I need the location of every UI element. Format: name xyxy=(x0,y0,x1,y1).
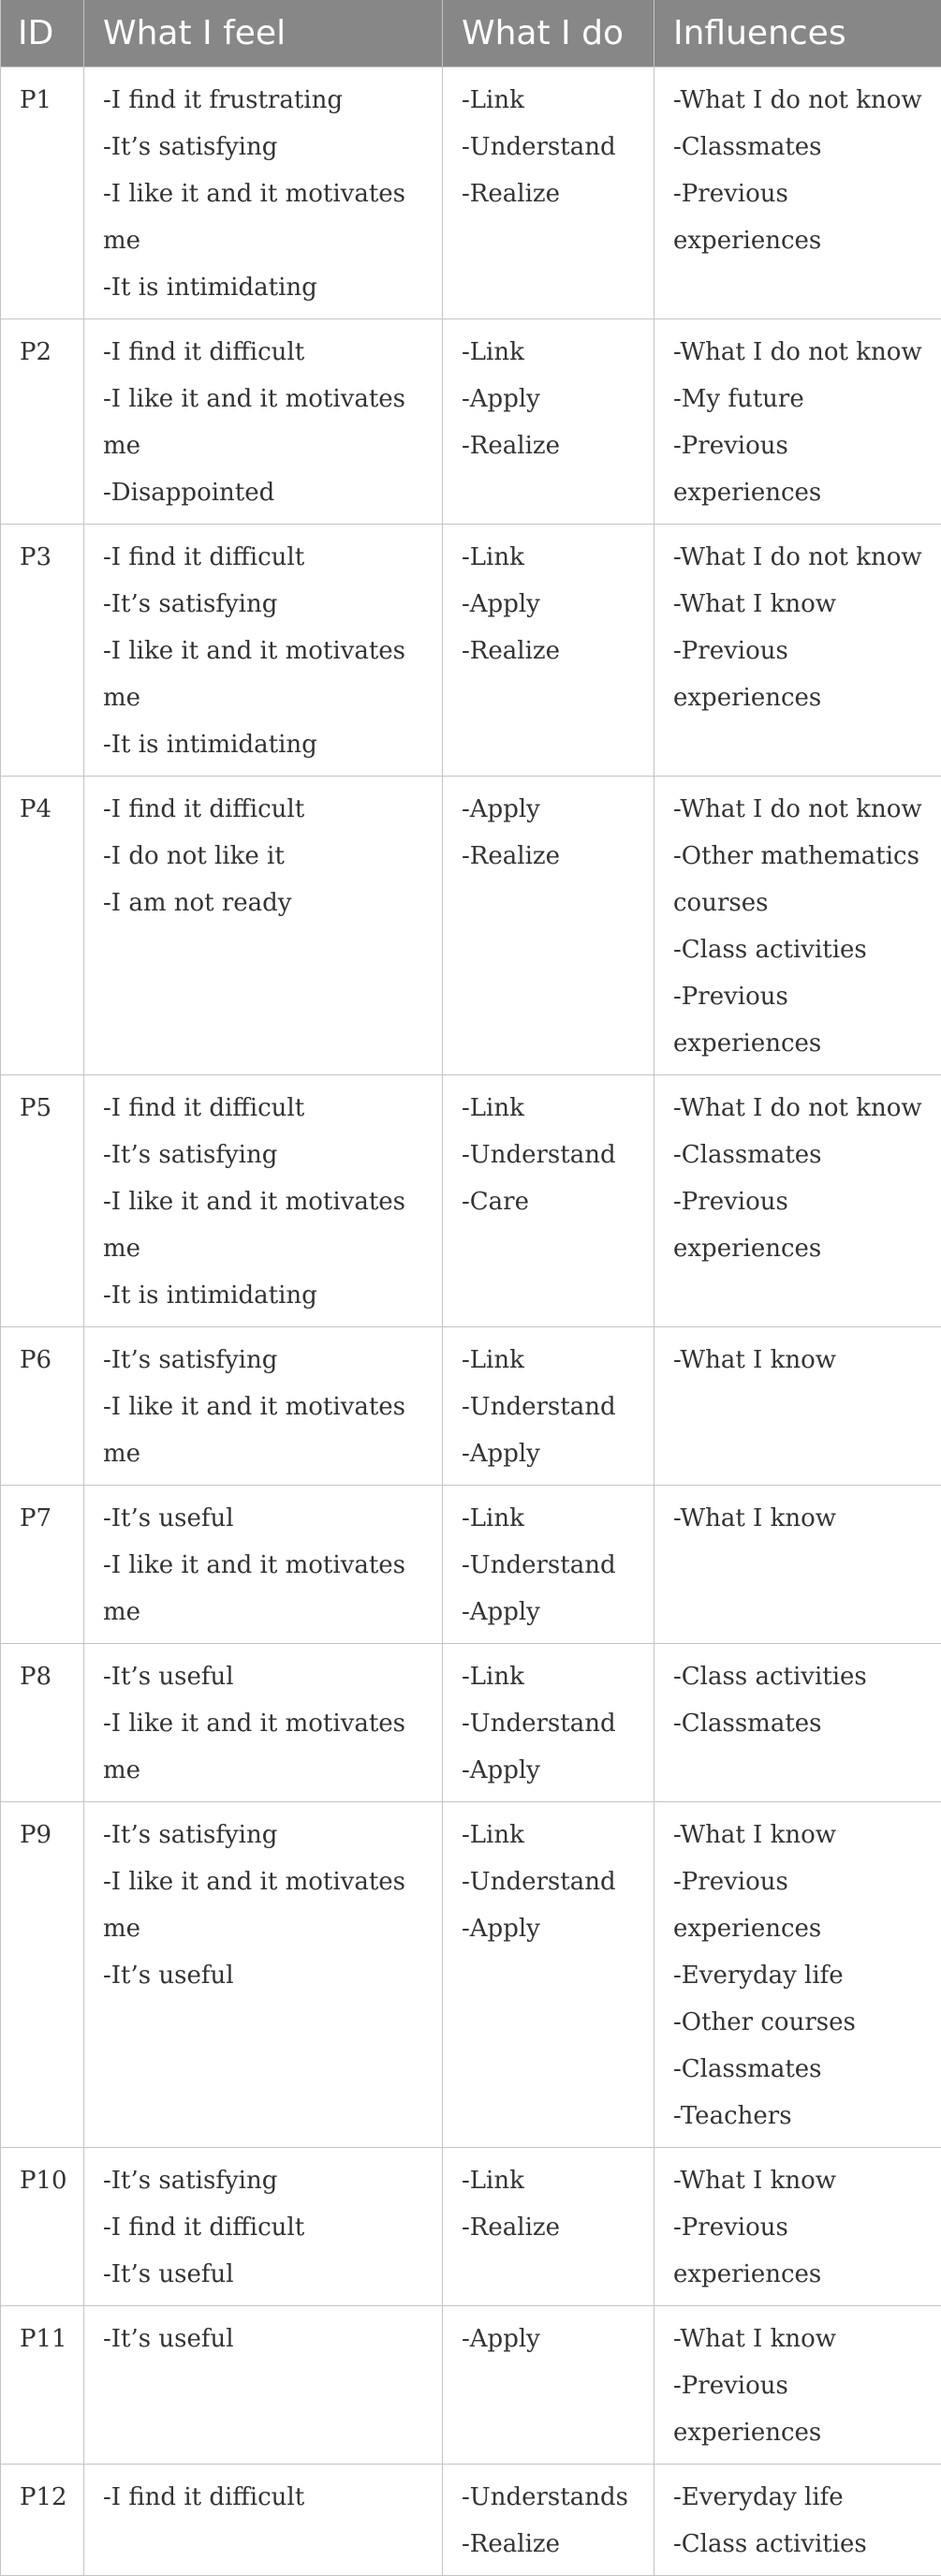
header-what-i-do: What I do xyxy=(443,0,654,67)
table-row xyxy=(1,1802,941,2148)
do-item: -Realize xyxy=(462,170,646,217)
row-do-cell xyxy=(443,525,654,777)
row-feel-cell xyxy=(84,1486,443,1644)
row-influences-cell xyxy=(654,525,941,777)
do-item: -Understand xyxy=(462,1542,646,1589)
feel-item: -It’s useful xyxy=(103,2316,434,2362)
feel-item: -It’s useful xyxy=(103,1495,434,1542)
influence-item: -Previous experiences xyxy=(673,1858,934,1952)
table-row xyxy=(1,1486,941,1644)
influence-item: -What I know xyxy=(673,1337,934,1384)
feel-item: -I like it and it motivates me xyxy=(103,1178,434,1272)
row-influences-cell xyxy=(654,2148,941,2306)
influence-item: -What I know xyxy=(673,2157,934,2204)
table-row xyxy=(1,2465,941,2576)
feel-item: -I like it and it motivates me xyxy=(103,628,434,721)
do-item: -Understand xyxy=(462,1132,646,1178)
feel-item: -Disappointed xyxy=(103,469,434,516)
influence-item: -What I do not know xyxy=(673,329,934,376)
feel-item: -I do not like it xyxy=(103,833,434,880)
do-item: -Understand xyxy=(462,124,646,170)
header-id: ID xyxy=(1,0,84,67)
do-item: -Link xyxy=(462,1812,646,1858)
row-do-cell xyxy=(443,2148,654,2306)
feel-item: -I like it and it motivates me xyxy=(103,170,434,264)
row-do-cell xyxy=(443,1486,654,1644)
feel-item: -It’s useful xyxy=(103,2251,434,2298)
row-feel-cell xyxy=(84,1327,443,1486)
feel-item: -I find it difficult xyxy=(103,1085,434,1132)
row-id: P6 xyxy=(20,1337,76,1384)
do-item: -Realize xyxy=(462,2204,646,2251)
row-do-cell xyxy=(443,319,654,525)
table-body xyxy=(1,67,941,2576)
table-row xyxy=(1,1327,941,1486)
feel-item: -I like it and it motivates me xyxy=(103,1858,434,1952)
header-influences: Influences xyxy=(654,0,941,67)
row-do-cell xyxy=(443,2306,654,2465)
influence-item: -What I know xyxy=(673,1495,934,1542)
influence-item: -Previous experiences xyxy=(673,170,934,264)
feel-item: -It’s satisfying xyxy=(103,1812,434,1858)
influence-item: -Previous experiences xyxy=(673,2204,934,2298)
row-do-cell xyxy=(443,1802,654,2148)
influence-item: -Class activities xyxy=(673,1653,934,1700)
influence-item: -My future xyxy=(673,376,934,422)
feel-item: -I like it and it motivates me xyxy=(103,376,434,469)
row-do-cell xyxy=(443,777,654,1075)
row-id: P4 xyxy=(20,786,76,833)
feel-item: -I find it difficult xyxy=(103,329,434,376)
influence-item: -Classmates xyxy=(673,1700,934,1747)
influence-item: -What I do not know xyxy=(673,1085,934,1132)
row-feel-cell xyxy=(84,2465,443,2576)
row-id-cell xyxy=(1,777,84,1075)
table-row xyxy=(1,319,941,525)
table-row xyxy=(1,525,941,777)
feel-item: -I like it and it motivates me xyxy=(103,1542,434,1636)
table-row xyxy=(1,1075,941,1327)
row-id-cell xyxy=(1,525,84,777)
influence-item: -Previous experiences xyxy=(673,422,934,516)
influence-item: -Previous experiences xyxy=(673,1178,934,1272)
row-influences-cell xyxy=(654,777,941,1075)
row-id-cell xyxy=(1,1486,84,1644)
feel-item: -It’s useful xyxy=(103,1653,434,1700)
row-feel-cell xyxy=(84,1075,443,1327)
do-item: -Link xyxy=(462,534,646,581)
do-item: -Care xyxy=(462,1178,646,1225)
row-do-cell xyxy=(443,1327,654,1486)
row-feel-cell xyxy=(84,1802,443,2148)
row-feel-cell xyxy=(84,2306,443,2465)
feel-item: -It is intimidating xyxy=(103,264,434,311)
row-feel-cell xyxy=(84,1644,443,1802)
do-item: -Apply xyxy=(462,2316,646,2362)
influence-item: -What I do not know xyxy=(673,77,934,124)
feel-item: -It’s satisfying xyxy=(103,1132,434,1178)
row-feel-cell xyxy=(84,2148,443,2306)
feel-item: -I find it difficult xyxy=(103,2204,434,2251)
row-id: P1 xyxy=(20,77,76,124)
do-item: -Apply xyxy=(462,581,646,628)
row-influences-cell xyxy=(654,1075,941,1327)
row-id-cell xyxy=(1,1075,84,1327)
row-id-cell xyxy=(1,319,84,525)
table-row xyxy=(1,777,941,1075)
feel-item: -It’s satisfying xyxy=(103,581,434,628)
row-influences-cell xyxy=(654,67,941,319)
feel-item: -It’s satisfying xyxy=(103,2157,434,2204)
table-row xyxy=(1,2306,941,2465)
row-do-cell xyxy=(443,67,654,319)
do-item: -Apply xyxy=(462,376,646,422)
row-feel-cell xyxy=(84,525,443,777)
row-influences-cell xyxy=(654,319,941,525)
table-row xyxy=(1,2148,941,2306)
do-item: -Understand xyxy=(462,1384,646,1430)
influence-item: -Class activities xyxy=(673,2521,934,2568)
feel-item: -I find it difficult xyxy=(103,2474,434,2521)
do-item: -Understands xyxy=(462,2474,646,2521)
row-do-cell xyxy=(443,2465,654,2576)
influence-item: -What I know xyxy=(673,2316,934,2362)
do-item: -Realize xyxy=(462,422,646,469)
influence-item: -What I do not know xyxy=(673,786,934,833)
influence-item: -Previous experiences xyxy=(673,2362,934,2456)
influence-item: -Other courses xyxy=(673,1999,934,2046)
row-id-cell xyxy=(1,67,84,319)
row-id-cell xyxy=(1,2306,84,2465)
row-id: P7 xyxy=(20,1495,76,1542)
do-item: -Realize xyxy=(462,833,646,880)
row-influences-cell xyxy=(654,1486,941,1644)
feel-item: -I find it difficult xyxy=(103,534,434,581)
do-item: -Apply xyxy=(462,1905,646,1952)
feel-item: -It’s satisfying xyxy=(103,1337,434,1384)
influence-item: -What I do not know xyxy=(673,534,934,581)
influence-item: -Classmates xyxy=(673,2046,934,2093)
feel-item: -I find it frustrating xyxy=(103,77,434,124)
feel-item: -I find it difficult xyxy=(103,786,434,833)
do-item: -Apply xyxy=(462,1430,646,1477)
feel-item: -It’s satisfying xyxy=(103,124,434,170)
do-item: -Link xyxy=(462,1085,646,1132)
influence-item: -Previous experiences xyxy=(673,973,934,1067)
row-id-cell xyxy=(1,1644,84,1802)
header-row xyxy=(1,0,941,67)
do-item: -Realize xyxy=(462,628,646,674)
row-id: P9 xyxy=(20,1812,76,1858)
do-item: -Understand xyxy=(462,1858,646,1905)
row-id: P2 xyxy=(20,329,76,376)
row-do-cell xyxy=(443,1075,654,1327)
feel-item: -It is intimidating xyxy=(103,721,434,768)
influence-item: -Classmates xyxy=(673,124,934,170)
row-influences-cell xyxy=(654,2306,941,2465)
influence-item: -What I know xyxy=(673,581,934,628)
row-id: P11 xyxy=(20,2316,76,2362)
row-influences-cell xyxy=(654,1327,941,1486)
do-item: -Apply xyxy=(462,1589,646,1636)
row-id-cell xyxy=(1,2148,84,2306)
row-feel-cell xyxy=(84,67,443,319)
header-what-i-feel: What I feel xyxy=(84,0,443,67)
do-item: -Link xyxy=(462,1653,646,1700)
table-row xyxy=(1,1644,941,1802)
row-feel-cell xyxy=(84,319,443,525)
do-item: -Understand xyxy=(462,1700,646,1747)
feel-item: -It’s useful xyxy=(103,1952,434,1999)
influence-item: -Previous experiences xyxy=(673,628,934,721)
feel-item: -I am not ready xyxy=(103,880,434,926)
do-item: -Realize xyxy=(462,2521,646,2568)
do-item: -Apply xyxy=(462,786,646,833)
row-id-cell xyxy=(1,2465,84,2576)
influence-item: -Other mathematics courses xyxy=(673,833,934,926)
influence-item: -Everyday life xyxy=(673,2474,934,2521)
row-id-cell xyxy=(1,1802,84,2148)
row-id: P8 xyxy=(20,1653,76,1700)
row-influences-cell xyxy=(654,1802,941,2148)
influence-item: -What I know xyxy=(673,1812,934,1858)
row-feel-cell xyxy=(84,777,443,1075)
do-item: -Link xyxy=(462,77,646,124)
feel-item: -I like it and it motivates me xyxy=(103,1384,434,1477)
row-influences-cell xyxy=(654,2465,941,2576)
row-id: P10 xyxy=(20,2157,76,2204)
row-do-cell xyxy=(443,1644,654,1802)
influence-item: -Teachers xyxy=(673,2093,934,2139)
do-item: -Link xyxy=(462,2157,646,2204)
do-item: -Apply xyxy=(462,1747,646,1794)
influence-item: -Classmates xyxy=(673,1132,934,1178)
row-id: P3 xyxy=(20,534,76,581)
row-id: P5 xyxy=(20,1085,76,1132)
feel-item: -It is intimidating xyxy=(103,1272,434,1319)
do-item: -Link xyxy=(462,1495,646,1542)
row-id-cell xyxy=(1,1327,84,1486)
influence-item: -Class activities xyxy=(673,926,934,973)
feel-item: -I like it and it motivates me xyxy=(103,1700,434,1794)
do-item: -Link xyxy=(462,329,646,376)
row-influences-cell xyxy=(654,1644,941,1802)
do-item: -Link xyxy=(462,1337,646,1384)
influence-item: -Everyday life xyxy=(673,1952,934,1999)
table-row xyxy=(1,67,941,319)
row-id: P12 xyxy=(20,2474,76,2521)
